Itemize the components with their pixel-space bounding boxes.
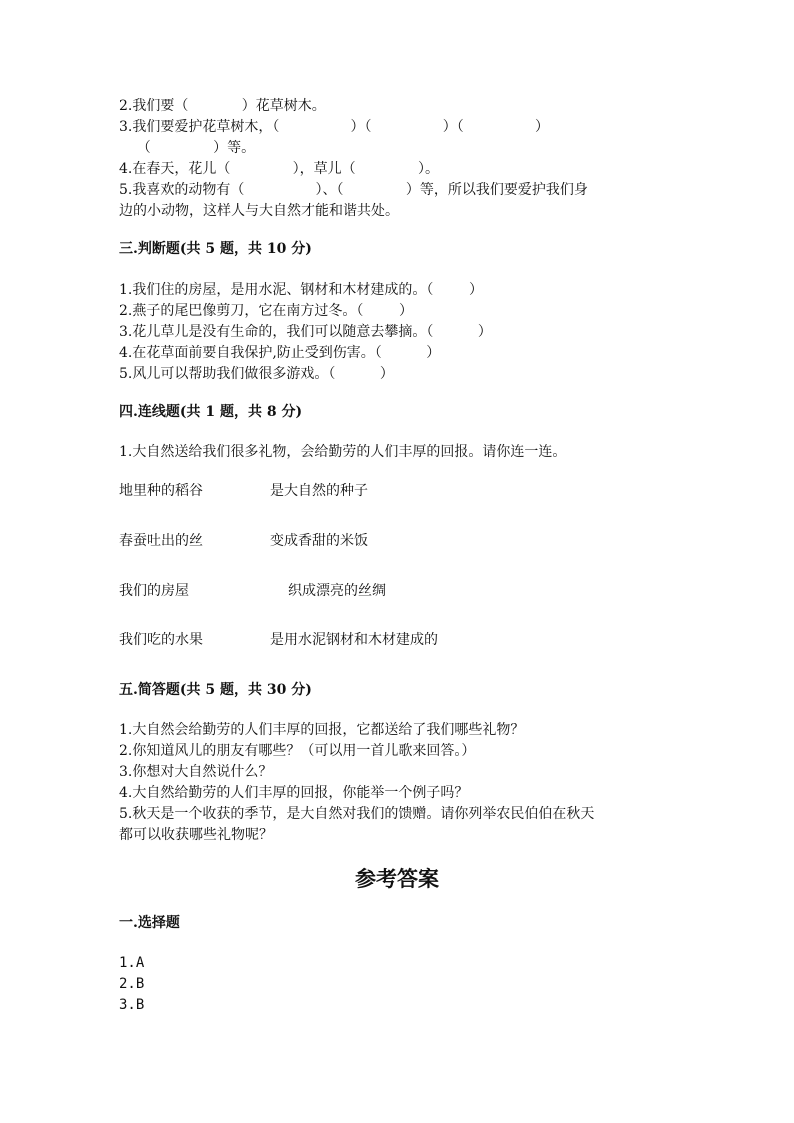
matching-left-1: 地里种的稻谷 bbox=[119, 483, 203, 499]
section-heading-matching: 四.连线题(共 1 题，共 8 分) bbox=[119, 404, 303, 420]
short-answer-item-1: 1.大自然会给勤劳的人们丰厚的回报，它都送给了我们哪些礼物？ bbox=[119, 722, 525, 738]
matching-right-4: 是用水泥钢材和木材建成的 bbox=[270, 632, 438, 648]
answer-item-3: 3.B bbox=[119, 997, 145, 1013]
matching-right-2: 变成香甜的米饭 bbox=[270, 533, 368, 549]
judgment-item-3: 3.花儿草儿是没有生命的，我们可以随意去攀摘。（ ） bbox=[119, 324, 492, 340]
judgment-item-5: 5.风儿可以帮助我们做很多游戏。（ ） bbox=[119, 366, 394, 382]
fill-question-5-cont: 边的小动物，这样人与大自然才能和谐共处。 bbox=[119, 203, 399, 219]
matching-question: 1.大自然送给我们很多礼物，会给勤劳的人们丰厚的回报。请你连一连。 bbox=[119, 444, 567, 460]
fill-question-3-cont: （ ）等。 bbox=[119, 140, 256, 156]
short-answer-item-3: 3.你想对大自然说什么？ bbox=[119, 764, 273, 780]
short-answer-item-4: 4.大自然给勤劳的人们丰厚的回报，你能举一个例子吗？ bbox=[119, 785, 469, 801]
fill-question-5: 5.我喜欢的动物有（ ）、（ ）等，所以我们要爱护我们身 bbox=[119, 182, 588, 198]
fill-question-4: 4.在春天，花儿（ ），草儿（ ）。 bbox=[119, 161, 439, 177]
section-heading-judgment: 三.判断题(共 5 题，共 10 分) bbox=[119, 241, 312, 257]
matching-left-2: 春蚕吐出的丝 bbox=[119, 533, 203, 549]
answers-heading-choice: 一.选择题 bbox=[119, 915, 180, 931]
short-answer-item-5: 5.秋天是一个收获的季节，是大自然对我们的馈赠。请你列举农民伯伯在秋天 bbox=[119, 806, 595, 822]
judgment-item-4: 4.在花草面前要自我保护,防止受到伤害。（ ） bbox=[119, 345, 441, 361]
matching-left-4: 我们吃的水果 bbox=[119, 632, 203, 648]
section-heading-short-answer: 五.简答题(共 5 题，共 30 分) bbox=[119, 682, 312, 698]
short-answer-item-5-cont: 都可以收获哪些礼物呢？ bbox=[119, 827, 273, 843]
matching-left-3: 我们的房屋 bbox=[119, 583, 189, 599]
matching-right-3: 织成漂亮的丝绸 bbox=[288, 583, 386, 599]
judgment-item-2: 2.燕子的尾巴像剪刀，它在南方过冬。（ ） bbox=[119, 303, 413, 319]
judgment-item-1: 1.我们住的房屋，是用水泥、钢材和木材建成的。（ ） bbox=[119, 282, 483, 298]
fill-question-3: 3.我们要爱护花草树木，（ ）（ ）（ ） bbox=[119, 119, 549, 135]
answer-item-1: 1.A bbox=[119, 955, 145, 971]
answer-item-2: 2.B bbox=[119, 976, 145, 992]
fill-question-2: 2.我们要（ ）花草树木。 bbox=[119, 98, 326, 114]
matching-right-1: 是大自然的种子 bbox=[270, 483, 368, 499]
answers-title: 参考答案 bbox=[355, 866, 439, 891]
short-answer-item-2: 2.你知道风儿的朋友有哪些？（可以用一首儿歌来回答。） bbox=[119, 743, 476, 759]
